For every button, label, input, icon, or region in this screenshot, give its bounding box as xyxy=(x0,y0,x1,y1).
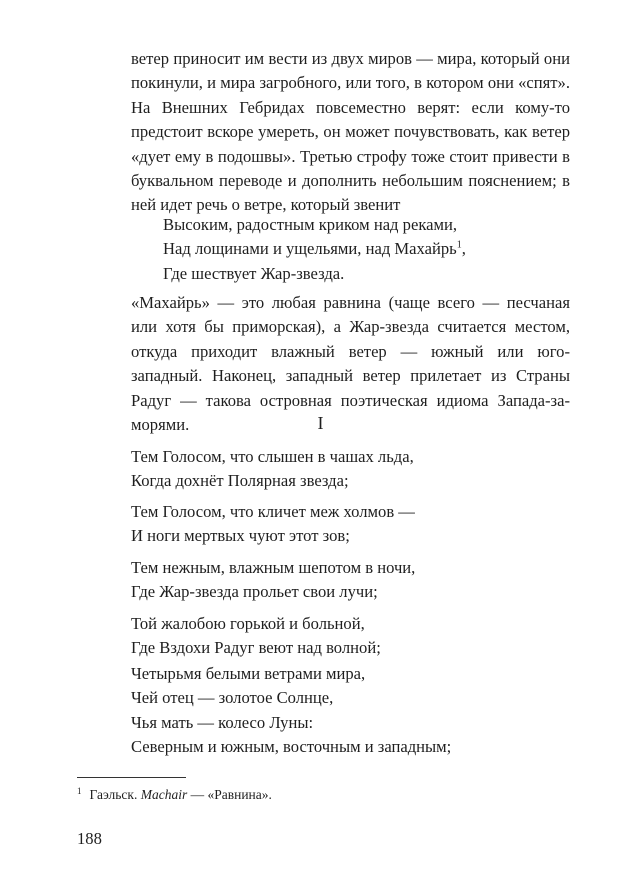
quote-line-3: Где шествует Жар-звезда. xyxy=(163,263,345,283)
quote-line-2 xyxy=(163,237,563,261)
poem-line: Тем нежным, влажным шепотом в ночи, xyxy=(131,558,416,577)
poem-line: Четырьмя белыми ветрами мира, xyxy=(131,664,366,683)
poem-stanza-5 xyxy=(131,662,570,760)
poem-line: Северным и южным, восточным и западным; xyxy=(131,737,452,757)
poem-stanza-4 xyxy=(131,612,570,661)
poem-line: Тем Голосом, что кличет меж холмов — xyxy=(131,502,415,521)
footnote-divider xyxy=(77,777,186,778)
body-paragraph-1: ветер приносит им вести из двух миров — мира, который они покинули, и мира загробного, или того, в котором они «спят». На Внешних Гебридах повсеместно верят: если кому-то предстоит вскоре умереть, он может почувствовать, как ветер «дует ему в подошвы». Третью строфу тоже стоит привести в буквальном переводе и дополнить небольшим пояснением; в ней идет речь о ветре, который звенит xyxy=(131,49,570,215)
quote-line-2-text: Над лощинами и ущельями, над Махайрь xyxy=(163,239,457,259)
poem-line: Где Жар-звезда прольет свои лучи; xyxy=(131,582,378,602)
poem-stanza-1 xyxy=(131,445,570,494)
footnote-term: Machair xyxy=(140,787,188,802)
quoted-stanza xyxy=(163,213,563,286)
poem-section-heading: I xyxy=(317,413,325,433)
footnote-reference-mark: 1 xyxy=(456,239,462,251)
poem-line: Чей отец — золотое Солнце, xyxy=(131,688,334,708)
poem-line: И ноги мертвых чуют этот зов; xyxy=(131,526,350,546)
poem-line: Когда дохнёт Полярная звезда; xyxy=(131,471,349,491)
poem-line: Чья мать — колесо Луны: xyxy=(131,712,314,732)
poem-line: Где Вздохи Радуг веют над волной; xyxy=(131,638,381,658)
body-paragraph-2: «Махайрь» — это любая равнина (чаще всего — песчаная или хотя бы приморская), а Жар-звезда считается местом, откуда приходит влажный ветер — южный или юго-западный. Наконец, западный ветер прилетает из Страны Радуг — такова островная поэтическая идиома Запада-за-морями. xyxy=(131,293,570,435)
footnote-number: 1 xyxy=(77,785,82,796)
poem-line: Той жалобою горькой и больной, xyxy=(131,614,365,633)
footnote-suffix: — «Равнина». xyxy=(190,787,272,802)
quote-line-2-end: , xyxy=(461,239,466,259)
poem-stanza-2 xyxy=(131,500,570,549)
quote-line-1: Высоким, радостным криком над реками, xyxy=(163,215,458,234)
footnote-prefix: Гаэльск. xyxy=(89,787,138,802)
page-number: 188 xyxy=(77,829,102,848)
poem-line: Тем Голосом, что слышен в чашах льда, xyxy=(131,447,414,466)
footnote xyxy=(77,786,272,804)
poem-stanza-3 xyxy=(131,556,570,605)
